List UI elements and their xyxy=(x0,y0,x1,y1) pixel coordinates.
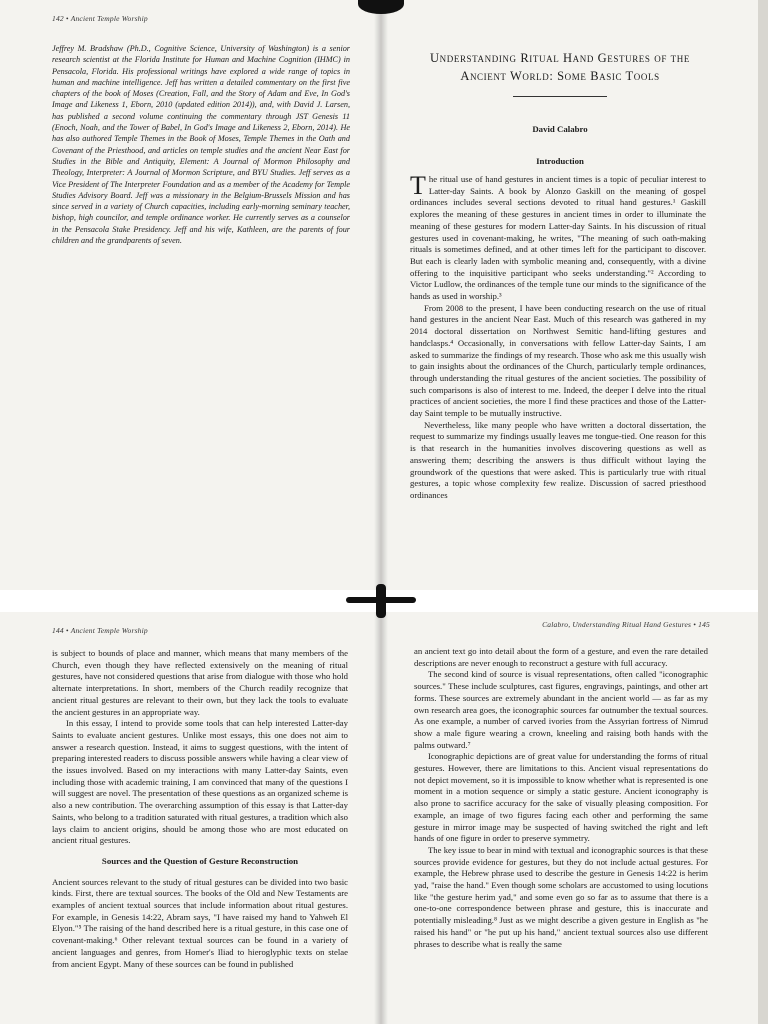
page-edge xyxy=(758,0,768,1024)
page-144 xyxy=(52,624,352,1024)
author-bio: Jeffrey M. Bradshaw (Ph.D., Cognitive Science, University of Washington) is a senior research scientist at the Florida Institute for Human and Machine Cognition (IHMC) in Pensacola, Florida. His professional writings have explored a wide range of topics in human and machine intelligence. Jeff has written a detailed commentary on the first five chapters of the book of Moses (Creation, Fall, and the Story of Adam and Eve, In God's Image and Likeness 1, Eborn, 2010 (updated edition 2014)), and, with David J. Larsen, has published a second volume continuing the commentary through JST Genesis 11 (Enoch, Noah, and the Tower of Babel, In God's Image and Likeness 2, Eborn, 2014). He has also authored Temple Themes in the Book of Moses, Temple Themes in the Oath and Covenant of the Priesthood, and articles on temple studies and the ancient Near East for Studies in the Bible and Antiquity, Element: A Journal of Mormon Philosophy and Theology, Interpreter: A Journal of Mormon Scripture, and BYU Studies. Jeff serves as a Vice President of The Interpreter Foundation and as a member of the Academy for Temple Studies Advisory Board. Jeff was a missionary in the Belgium-Brussels Mission and has since served in a variety of Church capacities, including early-morning seminary teacher, bishop, high councilor, and temple ordinance worker. He currently serves as a counselor in the Pensacola Stake Presidency. Jeff and his wife, Kathleen, are the parents of four children and the grandparents of seven. xyxy=(52,44,350,246)
running-head-142: 142 • Ancient Temple Worship xyxy=(52,14,148,23)
page-143 xyxy=(410,14,710,588)
section-heading-introduction: Introduction xyxy=(536,156,584,166)
body-text-145 xyxy=(414,646,708,950)
drop-cap: T xyxy=(410,171,426,200)
page-142 xyxy=(52,14,352,588)
paragraph: Nevertheless, like many people who have written a doctoral dissertation, the request to summarize my findings usually leaves me tongue-tied. One reason for this is that research in the humanities involves discovering questions as well as answering them; describing the answers is thus difficult without laying the groundwork of the questions that were asked. This is particularly true with ritual gestures, a topic whose complexity few realize. Discussion of sacred priesthood ordinances xyxy=(410,419,706,500)
paragraph: The second kind of source is visual representations, often called "iconographic sources." These include sculptures, cast figures, engravings, paintings, and other art forms. These sources are extremely abundant in the ancient world — as far as my own research area goes, the iconographic sources far outnumber the textual sources. As one example, a number of carved ivories from the Assyrian fortress of Nimrud show a male figure wearing a crown, kneeling and raising both hands with the palms outward.⁷ xyxy=(414,669,708,750)
page-145 xyxy=(414,618,710,1024)
running-head-145: Calabro, Understanding Ritual Hand Gestures • 145 xyxy=(542,620,710,629)
article-title: Understanding Ritual Hand Gestures of the Ancient World: Some Basic Tools xyxy=(430,51,690,83)
paragraph: Ancient sources relevant to the study of ritual gestures can be divided into two basic kinds. First, there are textual sources. The books of the Old and New Testaments are examples of ancient textual sources that include information about ritual gestures. For example, in Genesis 14:22, Abram says, "I have raised my hand to Yahweh El Elyon."⁵ The raising of the hand described here is a ritual gesture, in this case one of covenant-making.⁶ Other relevant textual sources can be found in a variety of ancient languages and genres, from Homer's Iliad to hieroglyphic texts on stelae from ancient Egypt. Many of these sources can be found in published xyxy=(52,876,348,969)
paragraph: From 2008 to the present, I have been conducting research on the use of ritual hand gestures in the ancient Near East. Much of this research was gathered in my 2014 doctoral dissertation on Northwest Semitic hand-lifting gestures and handclasps.⁴ Occasionally, in conversations with fellow Latter-day Saints, I am asked to summarize the findings of my research. Those who ask me this usually wish to gain insights about the ordinances of the Church, particularly temple ordinances, through understanding the ritual gestures of the ancient societies. The possibility of such comparisons is also of interest to me. Indeed, the deeper I delve into the ritual practices of ancient societies, the more I find these practices and those of the Latter-day Saint temple to be mutually instructive. xyxy=(410,302,706,419)
paragraph: In this essay, I intend to provide some tools that can help interested Latter-day Saints to evaluate ancient gestures. Unlike most essays, this one does not aim to answer a research question. Instead, it aims to suggest questions, with the intent of preparing interested readers to discuss possible answers while having a clear view of the issues involved. Based on my interactions with many Latter-day Saints, even including those with academic training, I am convinced that many of the questions I will suggest are novel. The presentation of these questions as an organized scheme is also a new contribution. The overarching assumption of this essay is that Latter-day Saints, who belong to a tradition saturated with ritual gestures, a tradition which also lays claim to ancient origins, should be among those who are most educated on ancient ritual gestures. xyxy=(52,718,348,846)
binding-clip-middle xyxy=(346,588,416,614)
paragraph xyxy=(410,171,706,303)
article-author: David Calabro xyxy=(532,124,588,134)
body-text-143 xyxy=(410,171,706,502)
title-rule xyxy=(513,96,607,97)
binding-clip-top xyxy=(358,0,404,14)
section-heading-sources: Sources and the Question of Gesture Reconstruction xyxy=(101,855,299,866)
paragraph: The key issue to bear in mind with textual and iconographic sources is that these sources provide evidence for gestures, but they do not include actual gestures. For example, the Hebrew phrase used to describe the gesture in Genesis 14:22 is herim yad, "raise the hand." Even though some scholars are accustomed to using locutions like "the gesture herim yad," and some even go so far as to assume that there is a one-to-one correspondence between phrase and gesture, this is inaccurate and potentially misleading.⁸ Just as we might describe a given gesture in English as "he raised his hand" or "he put up his hand," ancient textual sources also use different phrases to describe what is really the same xyxy=(414,844,708,949)
body-text-144 xyxy=(52,648,348,970)
gutter-shadow-top xyxy=(374,0,388,590)
gutter-shadow-bottom xyxy=(374,612,388,1024)
paragraph-text: he ritual use of hand gestures in ancient times is a topic of peculiar interest to Latter-day Saints. A book by Alonzo Gaskill on the meaning of gospel ordinances includes several sections devoted to ritual hand gestures.¹ Gaskill explores the meaning of these gestures in ancient times in order to illuminate the meaning of these gestures for modern Latter-day Saints. In his discussion of ritual gestures used in covenant-making, he writes, "The meaning of such oath-making rituals is sometimes defined, and at other times left for the participant to discover. But each is clearly laden with symbolic meaning and, consequently, with a divine offering to the inquisitive participant who seeks understanding."² According to Victor Ludlow, the ordinances of the temple tune our minds to the significance of the hands as used in worship.³ xyxy=(410,174,706,302)
paragraph: is subject to bounds of place and manner, which means that many members of the Church, even though they have reflected extensively on the meaning of ritual gestures, have not considered questions that arise from dialogue with those who hold alternate interpretations. In short, members of the Church readily recognize that ancient ritual gestures are relevant to their own, but they lack the tools to evaluate the ancient gestures in an appropriate way. xyxy=(52,648,348,717)
paragraph: Iconographic depictions are of great value for understanding the forms of ritual gestures. However, there are limitations to this. Ancient visual representations do not depict movement, so it is impossible to know whether what is represented is one moment in a motion sequence or simply a static gesture. Ancient iconography is also prone to sacrifice accuracy for the sake of visually pleasing composition. For example, an image of two figures facing each other and performing the same gesture in mirror image may be suspected of having switched the right and left hands of one figure in order to preserve symmetry. xyxy=(414,751,708,844)
running-head-144: 144 • Ancient Temple Worship xyxy=(52,626,148,635)
paragraph: an ancient text go into detail about the form of a gesture, and even the rare detailed descriptions are never enough to reconstruct a gesture with full accuracy. xyxy=(414,646,708,668)
